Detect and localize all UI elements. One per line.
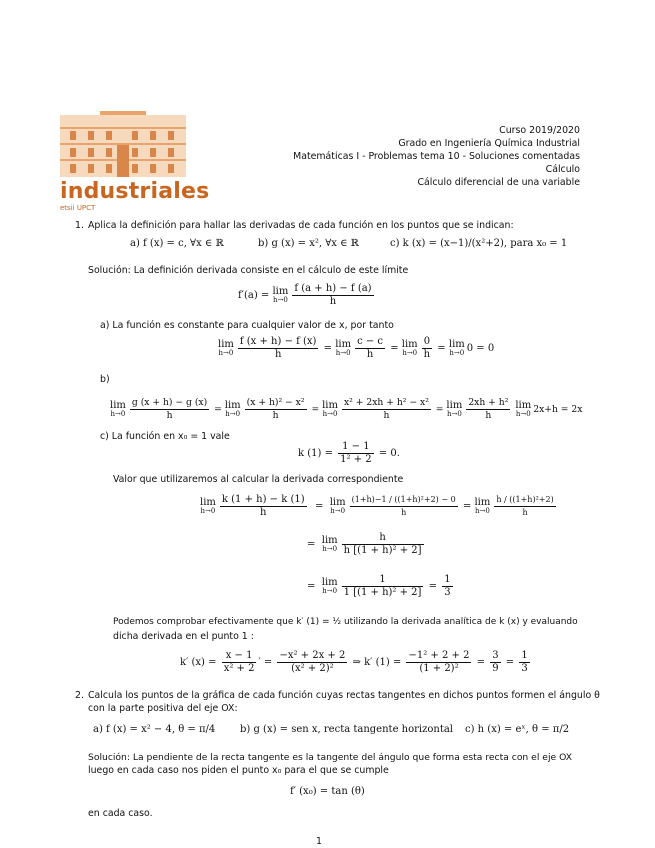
p2-statement2: con la parte positiva del eje OX: — [88, 703, 238, 714]
p1-number: 1. — [75, 220, 84, 231]
header-course: Curso 2019/2020 — [499, 125, 580, 136]
p2-item-a: a) f (x) = x² − 4, θ = π/4 — [93, 724, 216, 735]
page-number: 1 — [316, 836, 322, 847]
p2-formula: f′ (x₀) = tan (θ) — [290, 786, 365, 797]
p2-end: en cada caso. — [88, 808, 153, 819]
p2-item-b: b) g (x) = sen x, recta tangente horizontal — [240, 724, 454, 735]
logo-subtitle: etsii UPCT — [60, 204, 96, 212]
p1-item-c: c) k (x) = (x−1)/(x²+2), para x₀ = 1 — [390, 238, 568, 249]
p1-c-text: c) La función en x₀ = 1 vale — [100, 431, 230, 442]
p1-item-a: a) f (x) = c, ∀x ∈ ℝ — [130, 238, 224, 249]
p2-solution1: Solución: La pendiente de la recta tangente es la tangente del ángulo que forma esta recta con el eje OX — [88, 752, 573, 763]
header-subject: Matemáticas I - Problemas tema 10 - Soluciones comentadas — [293, 151, 580, 162]
p1-item-b: b) g (x) = x², ∀x ∈ ℝ — [258, 238, 359, 249]
p1-statement: Aplica la definición para hallar las derivadas de cada función en los puntos que se indican: — [88, 220, 514, 231]
p1-a-formula: lim h→0 $\frac{f (x + h) - f (x)}{h}$ = lim h→0 $\frac{c - c}{h}$ = lim h→0 $\frac{0}{h}$ = lim h→0 0 = 0 — [218, 336, 495, 360]
p1-c-value: k (1) = $\frac{1 - 1}{\text{1² + 2}}$ = 0. — [298, 441, 400, 465]
p1-solution-intro: Solución: La definición derivada consiste en el cálculo de este límite — [88, 265, 409, 276]
p1-check-line1: Podemos comprobar efectivamente que k′ (1) = ½ utilizando la derivada analítica de k (x) y evaluando — [113, 617, 578, 627]
p2-item-c: c) h (x) = eˣ, θ = π/2 — [465, 724, 570, 735]
header-topic: Cálculo — [545, 164, 580, 175]
p2-statement1: Calcula los puntos de la gráfica de cada función cuyas rectas tangentes en dichos puntos formen el ángulo θ — [88, 690, 600, 701]
logo-word: industriales — [60, 179, 210, 204]
p1-c-limit-1: lim h→0 $\frac{k (1 + h) - k (1)}{h}$ = lim h→0 $\frac{\text{(1+h)−1 / ((1+h)²+2) − 0}}{h}$ = lim h→0 $\frac{\text{h / ((1+h)²+2)}}{h}$ — [200, 494, 554, 518]
p2-number: 2. — [75, 690, 84, 701]
p1-a-text: a) La función es constante para cualquier valor de x, por tanto — [100, 320, 394, 331]
p1-b-label: b) — [100, 374, 110, 385]
p1-c-limit-2: = lim h→0 $\frac{h}{\text{h [(1 + h)² + 2]}}$ — [307, 532, 422, 556]
p1-c-text2: Valor que utilizaremos al calcular la derivada correspondiente — [113, 474, 404, 485]
derivative-definition: f′(a) = lim h→0 $\frac{f (a + h) - f (a)}{h}$ — [238, 283, 372, 307]
p1-check-formula: k′ (x) = $\frac{x - 1}{\text{x² + 2}}$ ′ = $\frac{\text{−x² + 2x + 2}}{\text{(x² + 2)²}}$ ⇒ k′ (1) = $\frac{\text{−1² + 2 + 2}}{\text{(1 + 2)²}}$ = $\frac{3}{9}$ = $\frac{1}{3}$ — [180, 650, 528, 674]
p1-check-line2: dicha derivada en el punto 1 : — [113, 631, 254, 642]
p1-c-limit-3: = lim h→0 $\frac{1}{\text{1 [(1 + h)² + 2]}}$ = $\frac{1}{3}$ — [307, 574, 451, 598]
p1-b-formula: lim h→0 $\frac{g (x + h) - g (x)}{h}$ = lim h→0 $\frac{\text{(x + h)² − x²}}{h}$ = lim h→0 $\frac{\text{x² + 2xh + h² − x²}}{h}$ = lim h→0 $\frac{\text{2xh + h²}}{h}$ lim h→0 2x+h = 2x — [110, 397, 583, 421]
header-degree: Grado en Ingeniería Química Industrial — [398, 138, 580, 149]
logo — [60, 111, 210, 212]
header-subtopic: Cálculo diferencial de una variable — [417, 177, 580, 188]
p2-solution2: luego en cada caso nos piden el punto x₀ para el que se cumple — [88, 765, 389, 776]
building-icon — [60, 111, 186, 177]
